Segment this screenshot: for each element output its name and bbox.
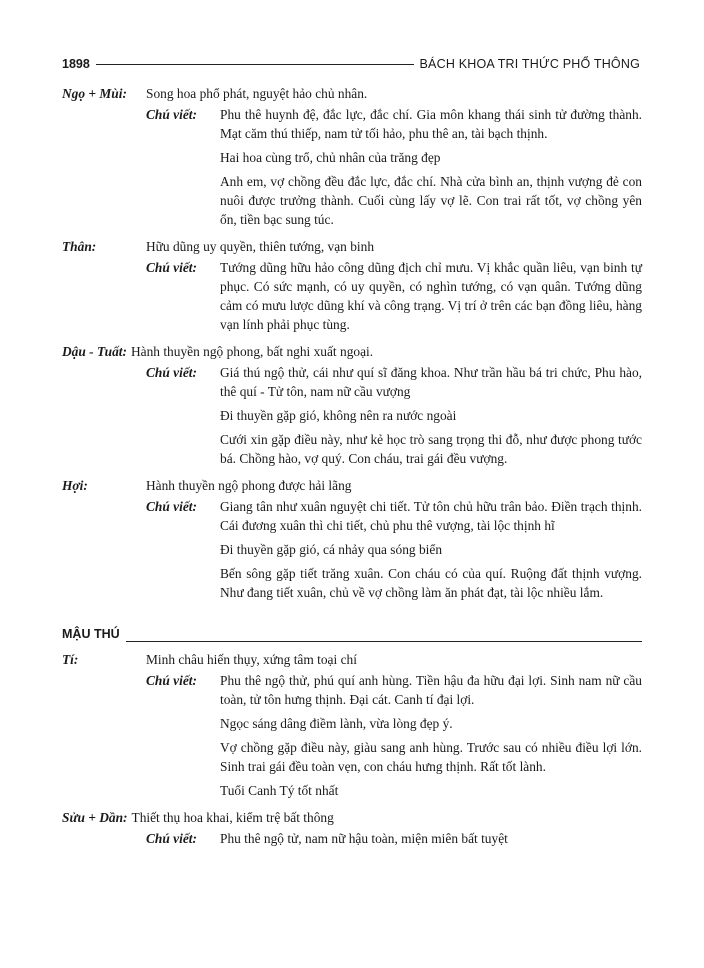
entry-text: Hữu dũng uy quyền, thiên tướng, vạn binh [146,239,375,254]
entry-note [146,258,642,339]
note-label: Chú viết: [146,499,197,514]
entry-text: Minh châu hiến thụy, xứng tâm toại chí [146,652,357,667]
note-label: Chú viết: [146,260,197,275]
note-paragraph: Hai hoa cùng trổ, chủ nhân của trăng đẹp [220,150,441,165]
entry-term: Ngọ + Mùi: [62,86,127,101]
note-body [220,497,642,607]
header-rule [96,64,414,65]
entry-term: Sửu + Dần: [62,810,128,825]
entry-term: Thân: [62,239,97,254]
note-paragraph: Phu thê ngộ thử, phú quí anh hùng. Tiền hậu đa hữu đại lợi. Sinh nam nữ cầu toàn, tử tôn hưng thịnh. Đại cát. Canh tí đại lợi. [220,673,642,707]
note-paragraph: Tướng dũng hữu hảo công dũng địch chỉ mưu. Vị khắc quần liêu, vạn binh tự phục. Có sức mạnh, có uy quyền, có nghìn tướng, có vạn quân. Tướng dũng cảm có mưu lược dũng khí và công trạng. Vị trí ở trên các bạn đồng liêu, hàng vạn lính phải phục tùng. [220,260,642,332]
entry-row [62,650,642,669]
entry-row [62,808,642,827]
note-paragraph: Giang tân như xuân nguyệt chi tiết. Tử tôn chủ hữu trân bảo. Điền trạch thịnh. Cái đương xuân thì chi tiết, chủ phu thê vượng, tài lộc thịnh hĩ [220,499,642,533]
entry-note [146,671,642,805]
section-rule [126,641,642,642]
section-title: MẬU THÚ [62,627,120,641]
note-label: Chú viết: [146,831,197,846]
section-heading [62,625,642,644]
entry-term: Tí: [62,652,79,667]
note-paragraph: Anh em, vợ chồng đều đắc lực, đắc chí. Nhà cửa bình an, thịnh vượng đẻ con nuôi được trưởng thành. Cuối cùng lấy vợ lẽ. Con trai rất tốt, vợ chồng yên ổn, tiền bạc sung túc. [220,174,642,227]
entry-text: Song hoa phổ phát, nguyệt hảo chủ nhân. [146,86,368,101]
note-paragraph: Phu thê ngộ tử, nam nữ hậu toàn, miện miên bất tuyệt [220,831,508,846]
entry-text: Hành thuyền ngộ phong, bất nghi xuất ngoại. [130,344,374,359]
page-content [62,84,642,856]
entry-text: Hành thuyền ngộ phong được hải lãng [146,478,352,493]
note-paragraph: Phu thê huynh đệ, đắc lực, đắc chí. Gia môn khang thái sinh tử đường thành. Mạt căm thú thiếp, nam tử tối hảo, phu thê an, tài bạch thịnh. [220,107,642,141]
note-paragraph: Bến sông gặp tiết trăng xuân. Con cháu có của quí. Ruộng đất thịnh vượng. Như đang tiết xuân, chủ về vợ chồng làm ăn phát đạt, tài lộc nhiều lắm. [220,566,642,600]
note-body [220,105,642,234]
entry-term: Hợi: [62,478,88,493]
note-body [220,829,642,853]
note-paragraph: Vợ chồng gặp điều này, giàu sang anh hùng. Trước sau có nhiều điều lợi lớn. Sinh trai gái đều toàn vẹn, con cháu hưng thịnh. Rất tốt lành. [220,740,642,774]
note-paragraph: Cưới xin gặp điều này, như kẻ học trò sang trọng thi đỗ, như được phong tước bá. Chồng hào, vợ quý. Con cháu, trai gái đều vượng. [220,432,642,466]
note-label: Chú viết: [146,673,197,688]
entry-note [146,363,642,473]
note-paragraph: Giá thú ngộ thử, cái như quí sĩ đăng khoa. Như trần hầu bá tri chức, Phu hào, thê quí - Tử tôn, nam nữ cầu vượng [220,365,642,399]
entry-note [146,497,642,607]
entry-row [62,84,642,103]
note-body [220,671,642,805]
entry-note [146,105,642,234]
note-label: Chú viết: [146,107,197,122]
note-body [220,258,642,339]
page-number: 1898 [62,57,90,71]
note-paragraph: Đi thuyền gặp gió, cá nhảy qua sóng biển [220,542,443,557]
note-paragraph: Tuổi Canh Tý tốt nhất [220,783,339,798]
note-body [220,363,642,473]
entry-text: Thiết thụ hoa khai, kiểm trệ bất thông [131,810,334,825]
note-paragraph: Đi thuyền gặp gió, không nên ra nước ngoài [220,408,457,423]
entry-row [62,342,642,361]
running-title: BÁCH KHOA TRI THỨC PHỔ THÔNG [419,57,640,71]
entry-row [62,237,642,256]
entry-note [146,829,642,853]
entry-row [62,476,642,495]
page-header [62,54,640,74]
note-label: Chú viết: [146,365,197,380]
note-paragraph: Ngọc sáng dâng điềm lành, vừa lòng đẹp ý. [220,716,453,731]
entry-term: Dậu - Tuất: [62,344,127,359]
